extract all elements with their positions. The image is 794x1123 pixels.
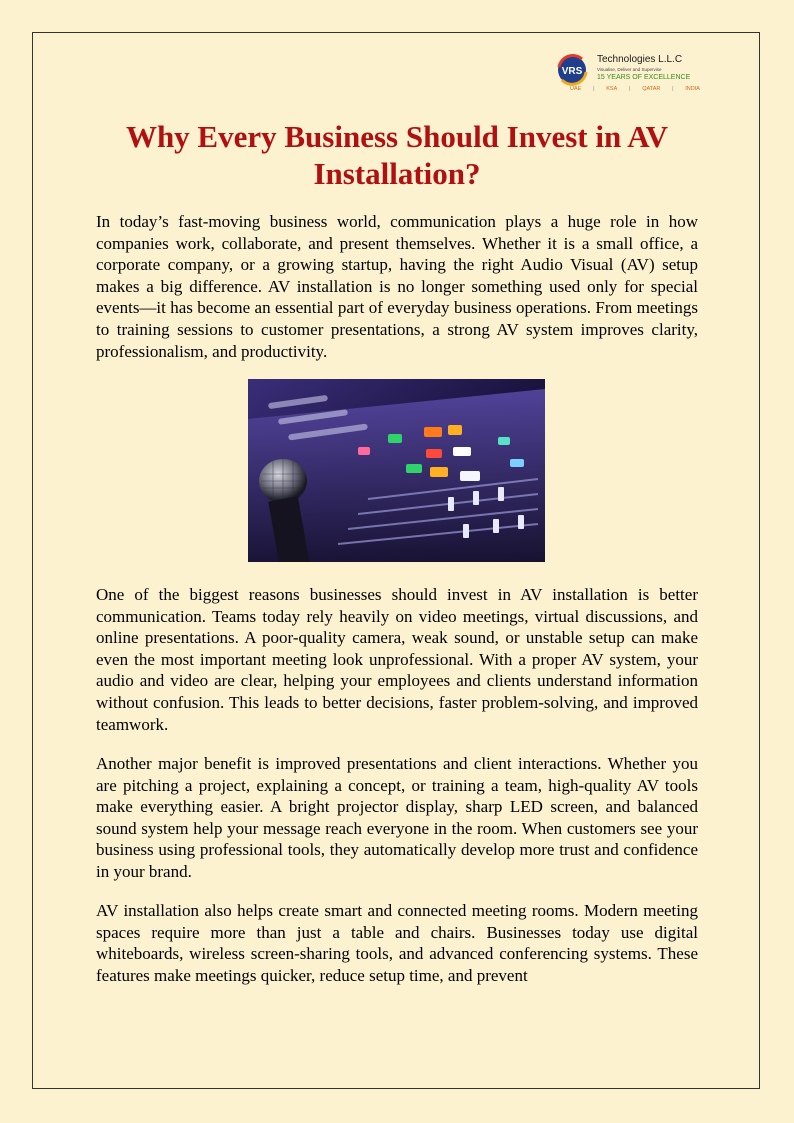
logo-mark-text: VRS <box>561 66 583 77</box>
company-name: Technologies L.L.C <box>597 54 683 65</box>
years-badge: 15 YEARS OF EXCELLENCE <box>597 74 691 81</box>
region-separator: | <box>593 86 595 92</box>
vrs-logo-mark <box>556 54 594 86</box>
region-ksa: KSA <box>606 86 618 92</box>
company-logo <box>556 52 716 98</box>
meeting-rooms-paragraph: AV installation also helps create smart and connected meeting rooms. Modern meeting spaces require more than just a table and chairs. Businesses today use digital whiteboards, wireless screen-sharing tools, and advanced conferencing systems. These features make meetings quicker, reduce setup time, and prevent <box>96 901 698 985</box>
region-india: INDIA <box>685 86 700 92</box>
region-qatar: QATAR <box>642 86 661 92</box>
intro-paragraph: In today’s fast-moving business world, communication plays a huge role in how companies work, collaborate, and present themselves. Whether it is a small office, a corporate company, or a growing startup, having the right Audio Visual (AV) setup makes a big difference. AV installation is no longer something used only for special events—it has become an essential part of everyday business operations. From meetings to training sessions to customer presentations, a strong AV system improves clarity, professionalism, and productivity. <box>96 212 698 361</box>
presentations-paragraph: Another major benefit is improved presentations and client interactions. Whether you are pitching a project, explaining a concept, or training a team, high-quality AV tools make everything easier. A bright projector display, sharp LED screen, and balanced sound system help your message reach everyone in the room. When customers see your business using professional tools, they automatically develop more trust and confidence in your brand. <box>96 754 698 881</box>
communication-paragraph: One of the biggest reasons businesses should invest in AV installation is better communication. Teams today rely heavily on video meetings, virtual discussions, and online presentations. A poor-quality camera, weak sound, or unstable setup can make even the most important meeting look unprofessional. With a proper AV system, your audio and video are clear, helping your employees and clients understand information without confusion. This leads to better decisions, faster problem-solving, and improved teamwork. <box>96 585 698 734</box>
region-separator: | <box>629 86 631 92</box>
region-list <box>570 86 700 92</box>
article-title: Why Every Business Should Invest in AV Installation? <box>125 119 669 191</box>
av-mixing-console-photo <box>248 379 545 562</box>
region-separator: | <box>672 86 674 92</box>
company-tagline: Visualise, Deliver and Supervise <box>597 67 662 72</box>
region-uae: UAE <box>570 86 582 92</box>
